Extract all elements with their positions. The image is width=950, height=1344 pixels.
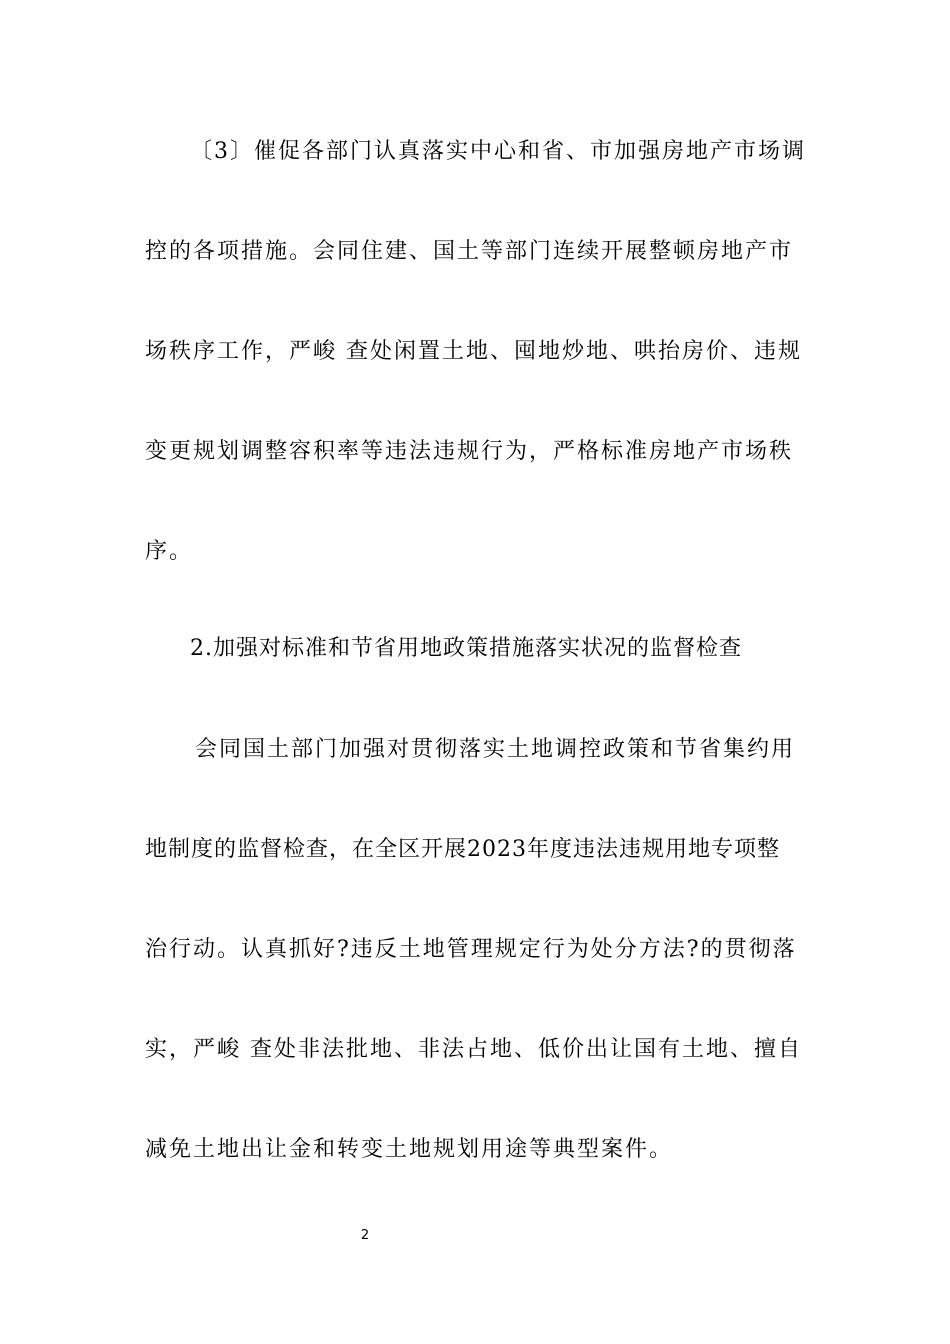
section-heading: 2.加强对标准和节省用地政策措施落实状况的监督检查 xyxy=(190,636,742,661)
paragraph-2-line-4: 实，严峻 查处非法批地、非法占地、低价出让国有土地、擅自 xyxy=(145,1037,802,1062)
paragraph-2-line-2: 地制度的监督检查，在全区开展2023年度违法违规用地专项整 xyxy=(145,837,780,862)
paragraph-1-line-2: 控的各项措施。会同住建、国土等部门连续开展整顿房地产市 xyxy=(145,239,794,264)
paragraph-2-line-3: 治行动。认真抓好?违反土地管理规定行为处分方法?的贯彻落 xyxy=(145,937,797,962)
paragraph-2-line-1: 会同国土部门加强对贯彻落实土地调控政策和节省集约用 xyxy=(195,737,796,762)
paragraph-1-line-5: 序。 xyxy=(145,539,194,564)
paragraph-2-line-5: 减免土地出让金和转变土地规划用途等典型案件。 xyxy=(145,1137,674,1162)
paragraph-1-line-1: 〔3〕催促各部门认真落实中心和省、市加强房地产市场调 xyxy=(190,139,806,164)
paragraph-1-line-4: 变更规划调整容积率等违法违规行为，严格标准房地产市场秩 xyxy=(145,439,794,464)
paragraph-1-line-3: 场秩序工作，严峻 查处闲置土地、囤地炒地、哄抬房价、违规 xyxy=(145,339,802,364)
page-number: 2 xyxy=(360,1228,370,1243)
